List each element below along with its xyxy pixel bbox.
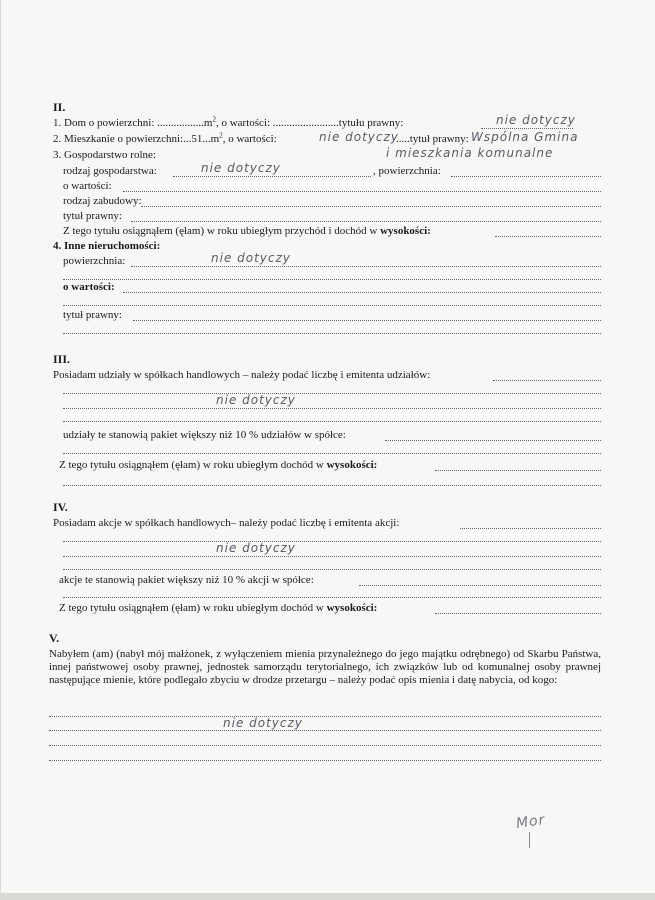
flat-title-answer: Wspólna Gmina [471, 130, 579, 144]
flat-value-answer: nie dotyczy [319, 130, 399, 144]
acquisition-paragraph: Nabyłem (am) (nabył mój małżonek, z wyłączeniem mienia przynależnego do jego majątku odrębnego) od Skarbu Państwa, innej państwowej osoby prawnej, jednostek samorządu terytorialnego, ich związków lub od komunalnej osoby prawnej następujące mienie, które podlegało zbyciu w drodze przetargu – należy podać opis mienia i datę nabycia, od kogo: [49, 648, 601, 686]
farm-buildings-label: rodzaj zabudowy: [63, 195, 142, 207]
signature: Mor [515, 812, 547, 832]
flat-line: 2. Mieszkanie o $powierzchni:...51...m^2$, o wartości: [53, 131, 277, 145]
stocks-answer: nie dotyczy [216, 541, 296, 555]
flat-title-answer-2: i mieszkania komunalne [386, 146, 554, 160]
acquisition-answer: nie dotyczy [223, 716, 303, 730]
other-area-label: powierzchnia: [63, 255, 126, 267]
farm-type-answer: nie dotyczy [201, 161, 281, 175]
farm-line: 3. Gospodarstwo rolne: [53, 149, 156, 161]
signature-stroke [529, 832, 530, 848]
other-property-heading: 4. Inne nieruchomości: [53, 240, 161, 252]
farm-title-label: tytuł prawny: [63, 210, 122, 222]
farm-income-line: Z tego tytułu osiągnąłem (ęłam) w roku ubiegłym przychód i dochód w wysokości: [63, 225, 431, 237]
shares-line: Posiadam udziały w spółkach handlowych – należy podać liczbę i emitenta udziałów: [53, 369, 431, 381]
farm-value-label: o wartości: [63, 180, 112, 192]
shares-answer: nie dotyczy [216, 393, 296, 407]
flat-title-label: .....tytuł prawny: [396, 133, 469, 145]
other-area-answer: nie dotyczy [211, 251, 291, 265]
stocks-income-line: Z tego tytułu osiągnąłem (ęłam) w roku ubiegłym dochód w wysokości: [59, 602, 378, 614]
farm-type-line: rodzaj gospodarstwa: [63, 165, 157, 177]
page-bottom-edge [1, 893, 655, 900]
section-ii-heading: II. [53, 100, 66, 114]
house-title-answer: nie dotyczy [496, 113, 576, 127]
stocks-line: Posiadam akcje w spółkach handlowych– należy podać liczbę i emitenta akcji: [53, 517, 400, 529]
house-line: 1. Dom o powierzchni: $.................m^2$, o wartości: ........................tytułu prawny: [53, 115, 404, 129]
other-title-label: tytuł prawny: [63, 309, 122, 321]
section-v-heading: V. [49, 631, 60, 645]
other-value-label: o wartości: [63, 281, 115, 293]
shares-packet-line: udziały te stanowią pakiet większy niż 10 % udziałów w spółce: [63, 429, 346, 441]
stocks-packet-line: akcje te stanowią pakiet większy niż 10 % akcji w spółce: [59, 574, 314, 586]
shares-income-line: Z tego tytułu osiągnąłem (ęłam) w roku ubiegłym dochód w wysokości: [59, 459, 378, 471]
farm-area-label: , powierzchnia: [373, 165, 441, 177]
section-iv-heading: IV. [53, 500, 68, 514]
section-iii-heading: III. [53, 352, 71, 366]
